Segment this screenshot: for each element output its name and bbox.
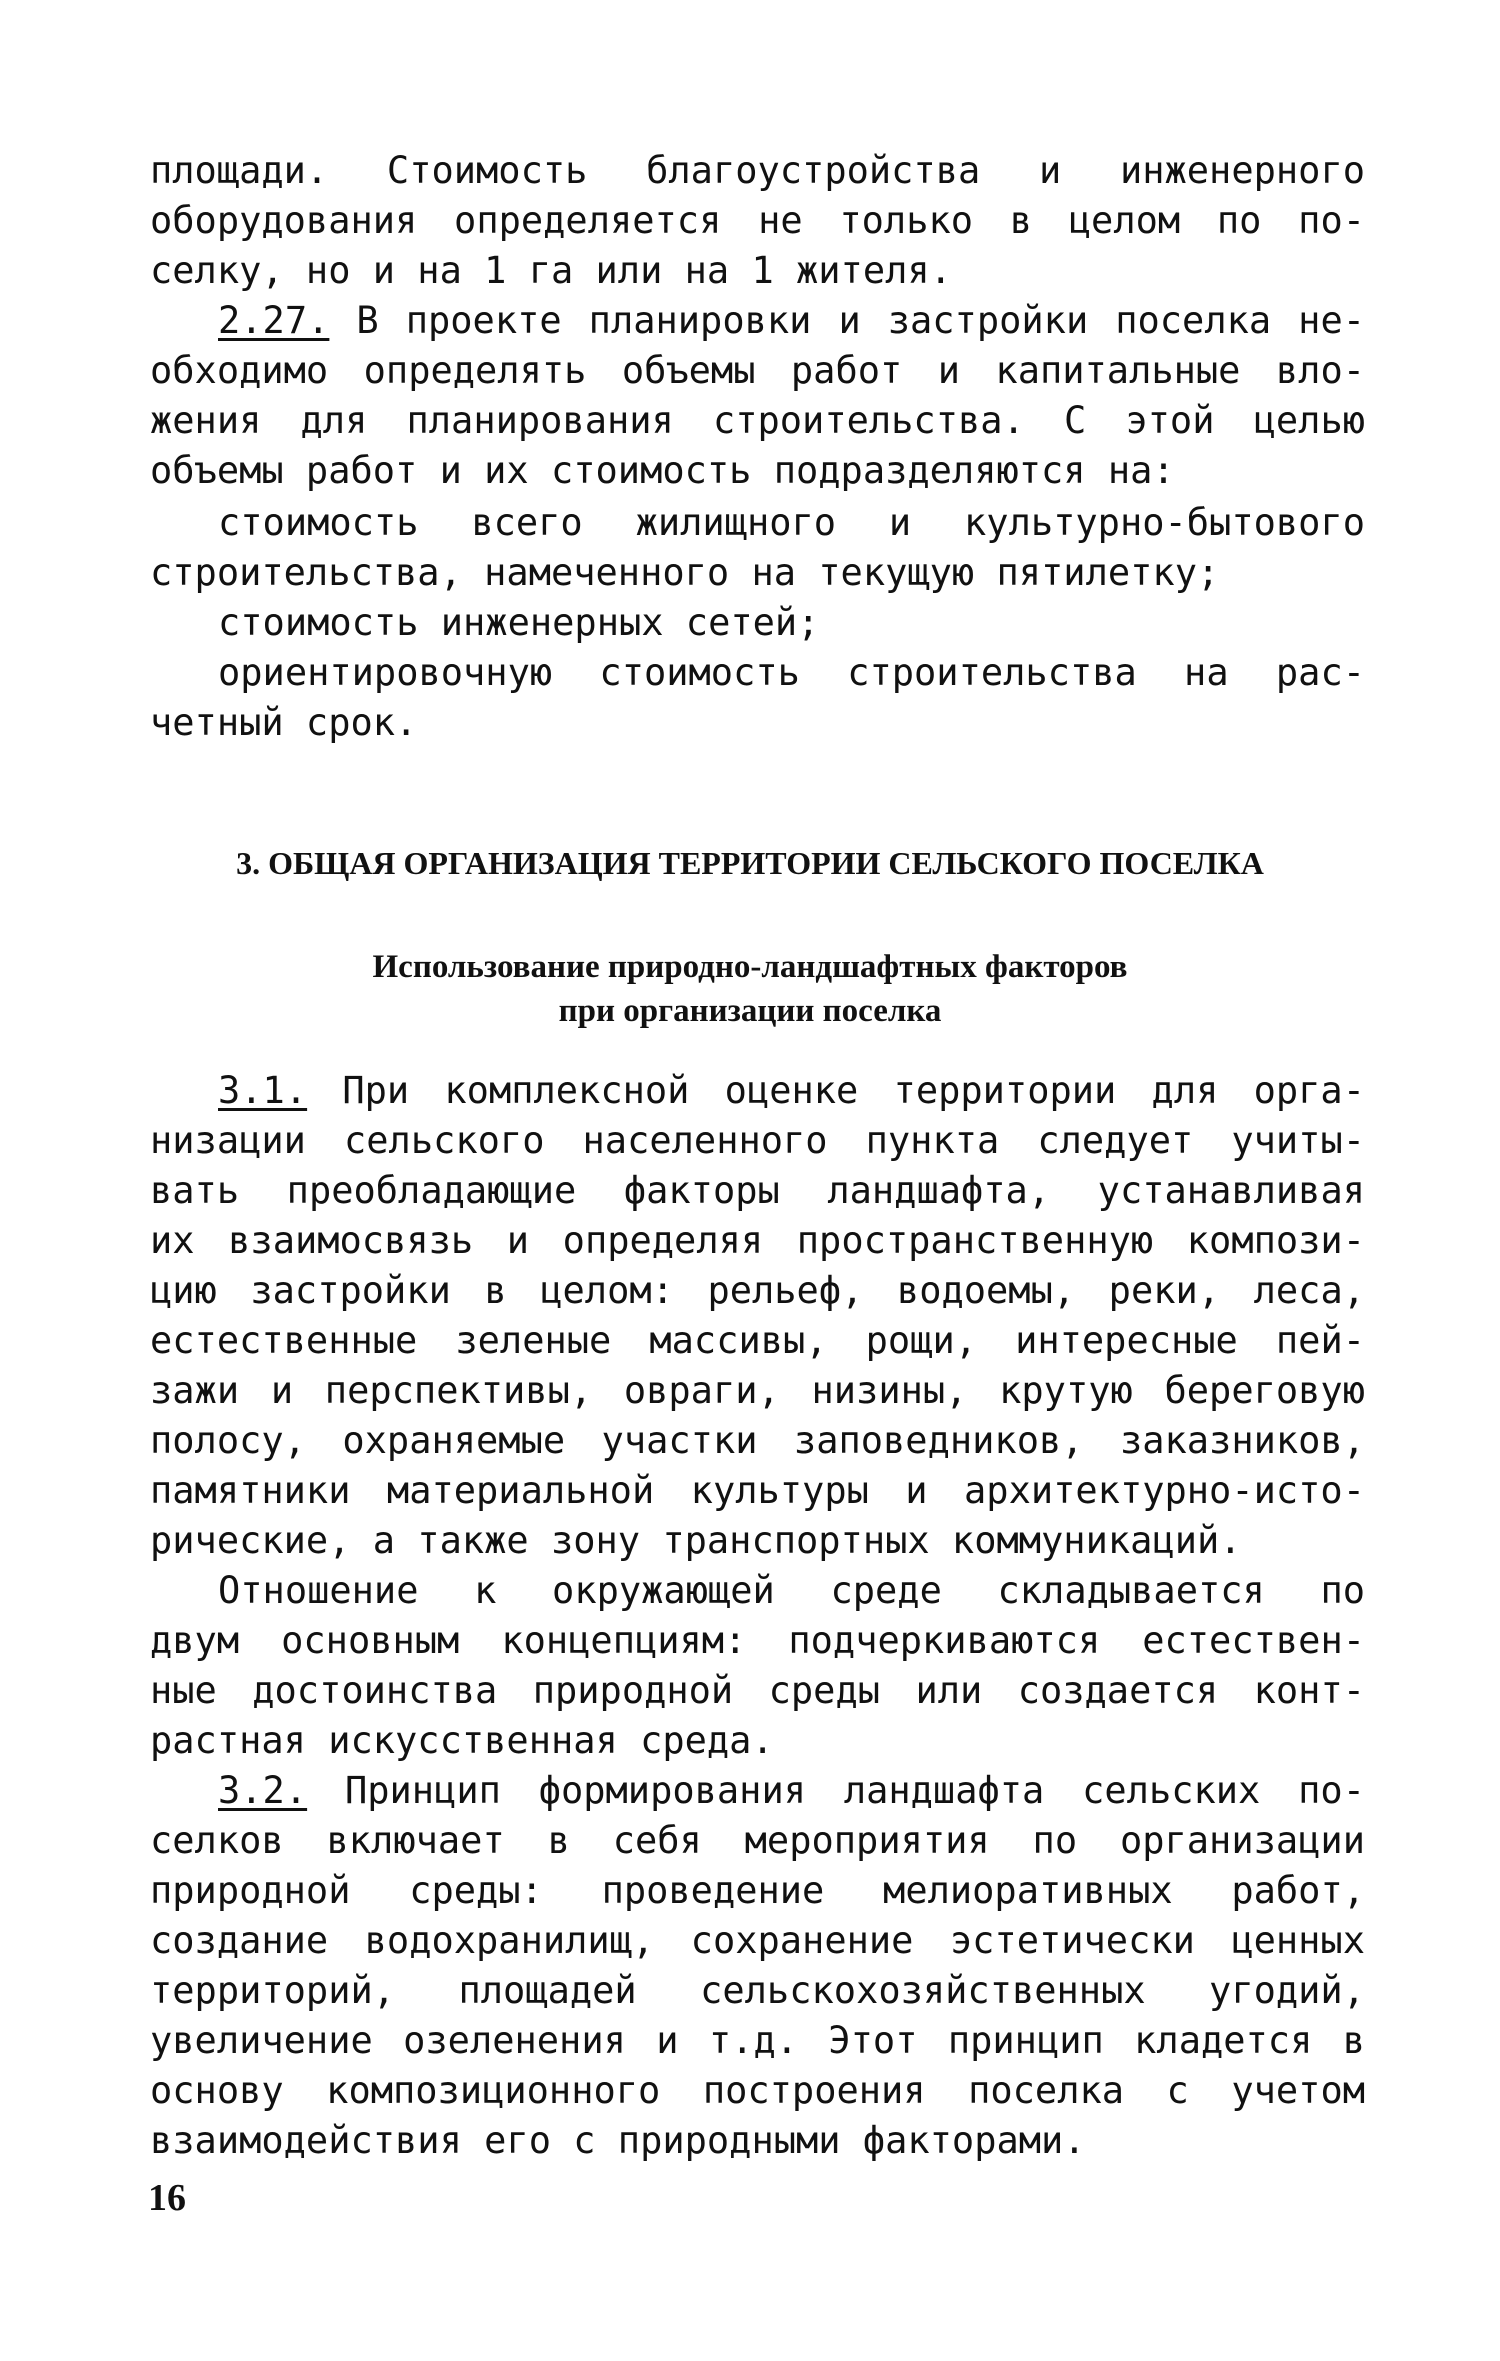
text-line: цию застройки в целом: рельеф, водоемы, реки, леса, xyxy=(150,1269,1365,1312)
text-line: обходимо определять объемы работ и капитальные вло- xyxy=(150,349,1365,392)
text-line: создание водохранилищ, сохранение эстетически ценных xyxy=(150,1919,1365,1962)
text-line: полосу, охраняемые участки заповедников, заказников, xyxy=(150,1419,1365,1462)
text-line: территорий, площадей сельскохозяйственных угодий, xyxy=(150,1969,1365,2012)
text-line: низации сельского населенного пункта следует учиты- xyxy=(150,1119,1365,1162)
text-line: жения для планирования строительства. С этой целью xyxy=(150,399,1365,442)
clause-number: 3.1. xyxy=(218,1069,308,1112)
clause-number: 2.27. xyxy=(218,299,330,342)
text-line: стоимость инженерных сетей; xyxy=(218,601,820,644)
text-line: селков включает в себя мероприятия по организации xyxy=(150,1819,1365,1862)
page-number: 16 xyxy=(148,2177,186,2219)
text-line: природной среды: проведение мелиоративных работ, xyxy=(150,1869,1365,1912)
text-line: вать преобладающие факторы ландшафта, устанавливая xyxy=(150,1169,1365,1212)
text-line: строительства, намеченного на текущую пятилетку; xyxy=(150,551,1220,594)
text-line: площади. Стоимость благоустройства и инженерного xyxy=(150,149,1365,192)
text-line: рические, а также зону транспортных коммуникаций. xyxy=(150,1519,1242,1562)
subsection-title-line-2: при организации поселка xyxy=(558,993,942,1029)
text-line: взаимодействия его с природными факторами. xyxy=(150,2119,1086,2162)
paragraph-2-27-first-line: 2.27. В проекте планировки и застройки поселка не- xyxy=(218,299,1365,342)
text-line: зажи и перспективы, овраги, низины, крутую береговую xyxy=(150,1369,1365,1412)
clause-number: 3.2. xyxy=(218,1769,308,1812)
text-line: памятники материальной культуры и архитектурно-исто- xyxy=(150,1469,1365,1512)
text-line: объемы работ и их стоимость подразделяются на: xyxy=(150,449,1175,492)
text-line: Отношение к окружающей среде складывается по xyxy=(218,1569,1365,1612)
text-line: растная искусственная среда. xyxy=(150,1719,774,1762)
text-line: ориентировочную стоимость строительства на рас- xyxy=(218,651,1365,694)
text-line: четный срок. xyxy=(150,701,418,744)
text-line: оборудования определяется не только в целом по по- xyxy=(150,199,1365,242)
text-line: увеличение озеленения и т.д. Этот принцип кладется в xyxy=(150,2019,1365,2062)
text-line: естественные зеленые массивы, рощи, интересные пей- xyxy=(150,1319,1365,1362)
text-line: селку, но и на 1 га или на 1 жителя. xyxy=(150,249,952,292)
subsection-title-line-1: Использование природно-ландшафтных факторов xyxy=(372,949,1128,985)
section-title: 3. ОБЩАЯ ОРГАНИЗАЦИЯ ТЕРРИТОРИИ СЕЛЬСКОГО ПОСЕЛКА xyxy=(236,845,1264,881)
text-line: двум основным концепциям: подчеркиваются естествен- xyxy=(150,1619,1365,1662)
text-line: ные достоинства природной среды или создается конт- xyxy=(150,1669,1365,1712)
paragraph-3-1-first-line: 3.1. При комплексной оценке территории для орга- xyxy=(218,1069,1365,1112)
text-line: основу композиционного построения поселка с учетом xyxy=(150,2069,1365,2112)
text-line: стоимость всего жилищного и культурно-бытового xyxy=(218,501,1365,544)
text-line: их взаимосвязь и определяя пространственную компози- xyxy=(150,1219,1365,1262)
paragraph-3-2-first-line: 3.2. Принцип формирования ландшафта сельских по- xyxy=(218,1769,1365,1812)
